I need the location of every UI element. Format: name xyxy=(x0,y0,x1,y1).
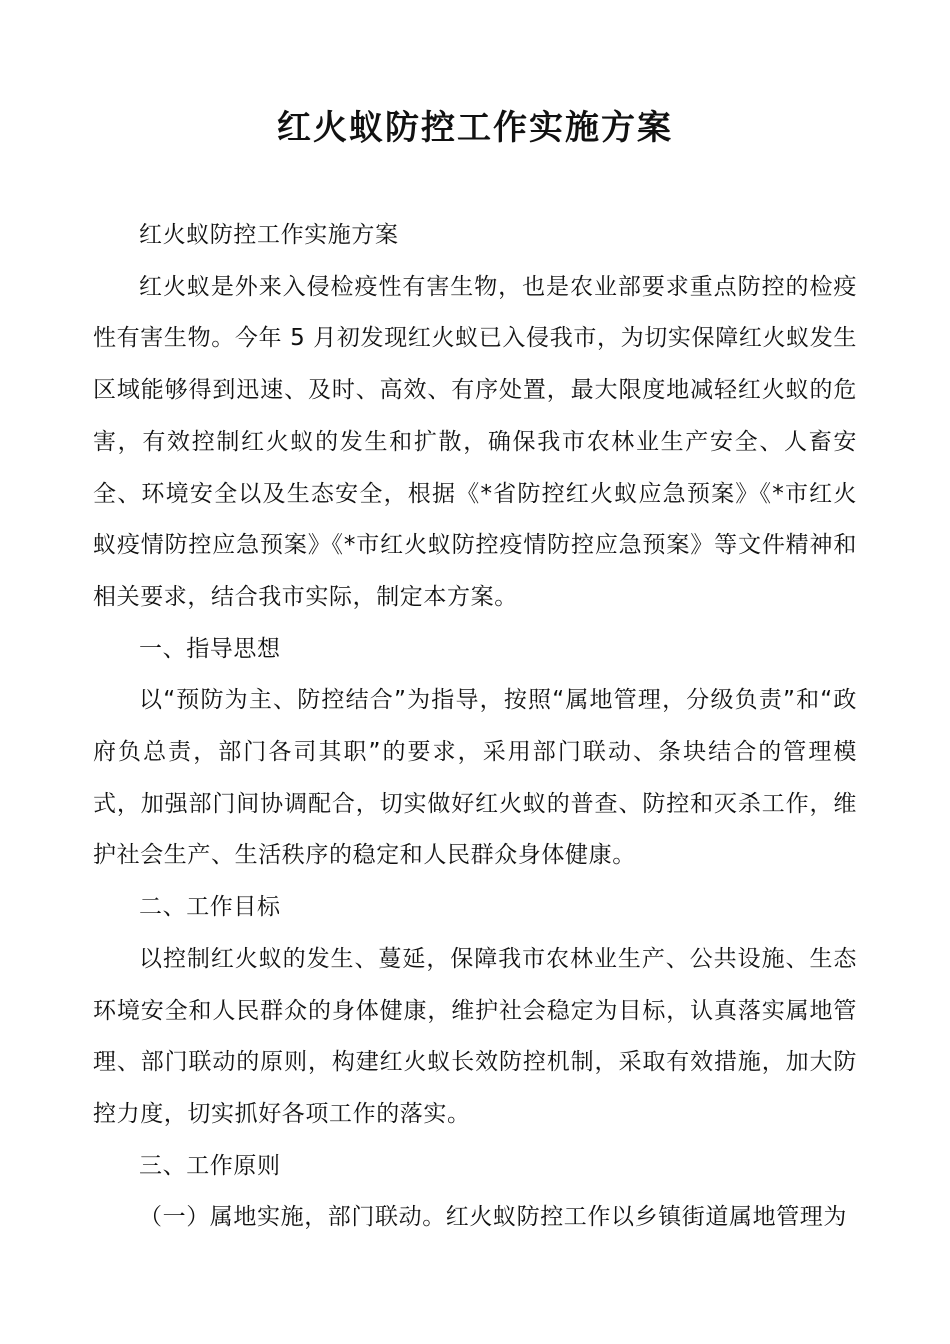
principle-one-paragraph: （一）属地实施，部门联动。红火蚁防控工作以乡镇街道属地管理为 xyxy=(139,1204,847,1231)
section-heading-work-principles: 三、工作原则 xyxy=(139,1152,281,1179)
intro-paragraph: 红火蚁是外来入侵检疫性有害生物，也是农业部要求重点防控的检疫性有害生物。今年 5 月初发现红火蚁已入侵我市，为切实保障红火蚁发生区域能够得到迅速、及时、高效、有序处置，最大限度地减轻红火蚁的危害，有效控制红火蚁的发生和扩散，确保我市农林业生产安全、人畜安全、环境安全以及生态安全，根据《*省防控红火蚁应急预案》《*市红火蚁疫情防控应急预案》《*市红火蚁防控疫情防控应急预案》等文件精神和相关要求，结合我市实际，制定本方案。 xyxy=(93,273,857,610)
section-heading-guiding-ideology: 一、指导思想 xyxy=(139,635,281,662)
guiding-ideology-paragraph: 以“预防为主、防控结合”为指导，按照“属地管理，分级负责”和“政府负总责，部门各司其职”的要求，采用部门联动、条块结合的管理模式，加强部门间协调配合，切实做好红火蚁的普查、防控和灭杀工作，维护社会生产、生活秩序的稳定和人民群众身体健康。 xyxy=(93,687,857,869)
section-heading-work-goals: 二、工作目标 xyxy=(139,894,281,921)
subtitle-paragraph: 红火蚁防控工作实施方案 xyxy=(139,222,399,248)
document-title: 红火蚁防控工作实施方案 xyxy=(277,108,673,148)
document-body xyxy=(93,210,857,1244)
work-goals-paragraph: 以控制红火蚁的发生、蔓延，保障我市农林业生产、公共设施、生态环境安全和人民群众的身体健康，维护社会稳定为目标，认真落实属地管理、部门联动的原则，构建红火蚁长效防控机制，采取有效措施，加大防控力度，切实抓好各项工作的落实。 xyxy=(93,945,857,1127)
